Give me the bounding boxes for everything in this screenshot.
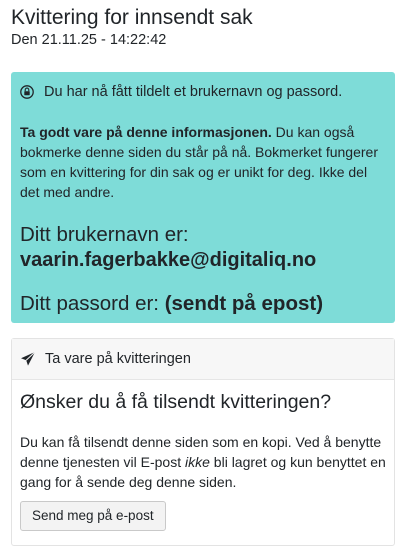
notice-bold: Ta godt vare på denne informasjonen. <box>20 124 272 140</box>
receipt-card-header <box>12 339 394 380</box>
lock-icon <box>20 85 34 99</box>
receipt-card-title: Ønsker du å få tilsendt kvitteringen? <box>20 391 332 413</box>
credentials-heading-text: Du har nå fått tildelt et brukernavn og passord. <box>44 84 343 100</box>
page-title: Kvittering for innsendt sak <box>11 6 253 29</box>
receipt-text-emphasis: ikke <box>185 454 210 470</box>
password-value: (sendt på epost) <box>164 292 324 315</box>
credentials-panel <box>11 72 395 323</box>
paper-plane-icon <box>20 351 36 367</box>
send-email-button[interactable]: Send meg på e-post <box>20 501 166 531</box>
password-label: Ditt passord er: <box>20 292 165 315</box>
receipt-card-body <box>12 380 394 531</box>
receipt-text-before: Du kan få tilsendt denne siden som en kopi. Ved å benytte denne tjenesten vil E-post <box>20 434 382 470</box>
username-value: vaarin.fagerbakke@digitaliq.no <box>20 249 317 271</box>
username-label: Ditt brukernavn er: <box>20 223 189 246</box>
receipt-text-after: bli lagret og kun benyttet en gang for å sende deg denne siden. <box>20 454 386 490</box>
submission-timestamp: Den 21.11.25 - 14:22:42 <box>11 32 167 48</box>
receipt-card-text <box>20 432 386 492</box>
password-line <box>20 292 383 316</box>
notice-text: Du kan også bokmerke denne siden du står på nå. Bokmerket fungerer som en kvittering for din sak og er unikt for deg. Ikke del det med andre. <box>20 124 378 200</box>
credentials-notice <box>20 122 383 202</box>
credentials-heading <box>20 82 383 102</box>
receipt-card-header-text: Ta vare på kvitteringen <box>45 351 191 367</box>
receipt-card <box>11 338 395 546</box>
